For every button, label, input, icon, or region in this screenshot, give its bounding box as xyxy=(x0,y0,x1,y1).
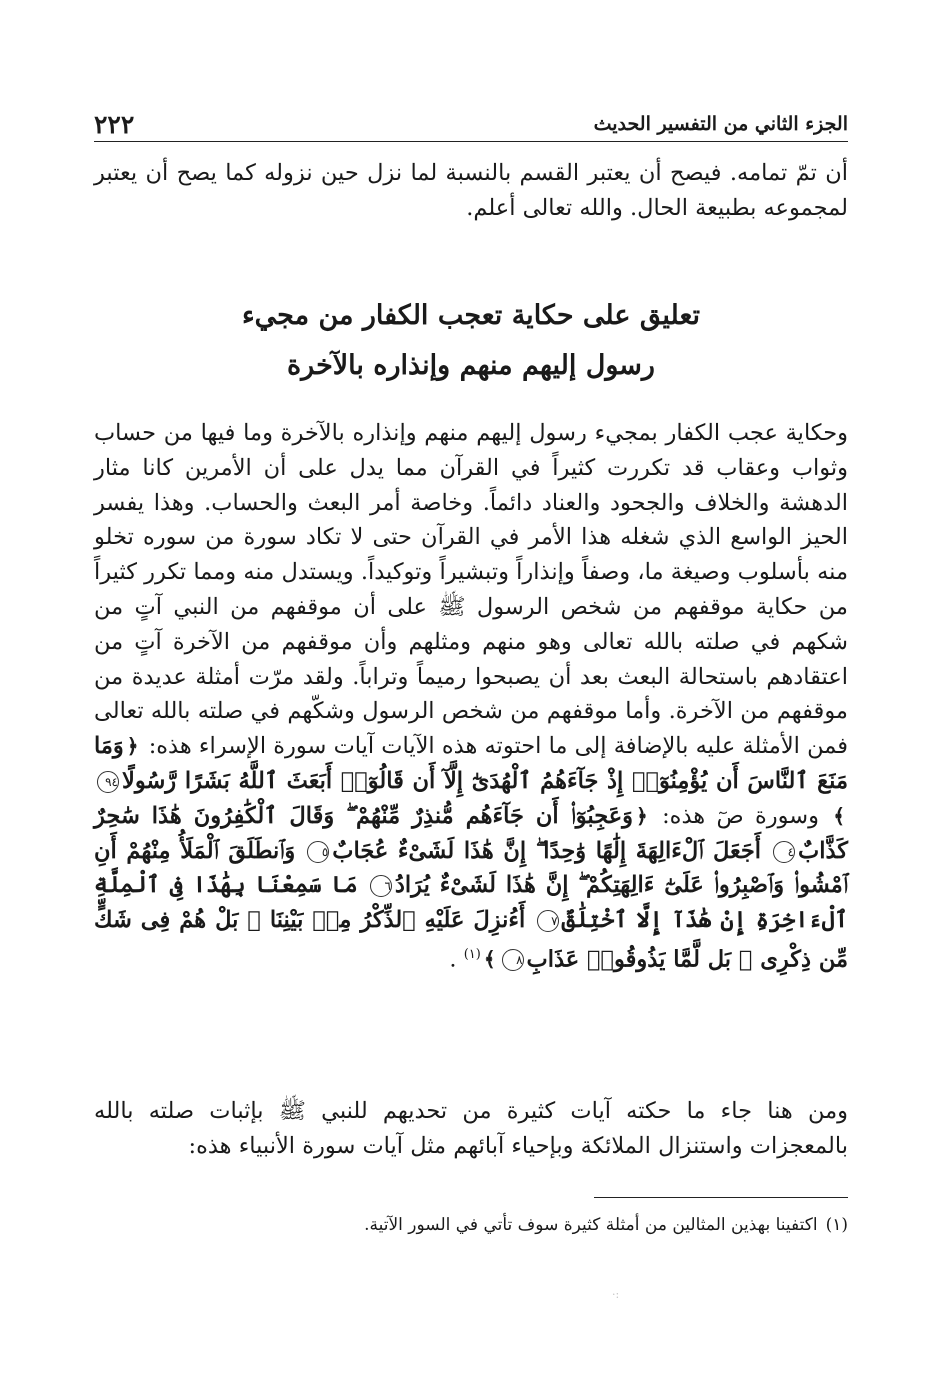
quran-verse: وَعَجِبُوٓا۟ أَن جَآءَهُم مُّنذِرٌ مِّنْهُمْ ۖ وَقَالَ ٱلْكَٰفِرُونَ هَٰذَا سَٰحِرٌ كَذَّابٌ xyxy=(94,802,848,864)
main-paragraph-text: وحكاية عجب الكفار بمجيء رسول إليهم منهم وإنذاره بالآخرة وما فيها من حساب وثواب وعقاب قد تكررت كثيراً في القرآن مما يدل على أن الأمرين كانا مثار الدهشة والخلاف والجحود والعناد دائماً. وخاصة أمر البعث والحساب. وهذا يفسر الحيز الواسع الذي شغله هذا الأمر في القرآن حتى لا تكاد سورة من سوره تخلو منه بأسلوب وصيغة ما، وصفاً وإنذاراً وتبشيراً وتوكيداً. ويستدل منه ومما تكرر كثيراً من حكاية موقفهم من شخص الرسول ﷺ على أن موقفهم من النبي آتٍ من شكهم في صلته بالله تعالى وهو منهم ومثلهم وأن موقفهم من الآخرة آتٍ من اعتقادهم باستحالة البعث بعد أن يصبحوا رميماً وتراباً. ولقد مرّت أمثلة عديدة من موقفهم من الآخرة. وأما موقفهم من شخص الرسول وشكّهم في صلته بالله تعالى فمن الأمثلة عليه بالإضافة إلى ما احتوته هذه الآيات آيات سورة الإسراء هذه: xyxy=(94,420,849,760)
quran-ornament-open: ﴿ xyxy=(126,734,139,759)
footnote-marker: (١) xyxy=(825,1215,848,1235)
ayah-number-marker: ٦ xyxy=(370,875,392,897)
section-heading-line-1: تعليق على حكاية تعجب الكفار من مجيء xyxy=(241,300,701,331)
footnote-text: اكتفينا بهذين المثالين من أمثلة كثيرة سوف تأتي في السور الآتية. xyxy=(364,1215,818,1235)
page-number: ٢٢٢ xyxy=(94,109,135,139)
quran-verse: أَجَعَلَ ٱلْءَالِهَةَ إِلَٰهًا وَٰحِدًا ۖ إِنَّ هَٰذَا لَشَىْءٌ عُجَابٌ xyxy=(332,837,762,864)
ayah-number-marker: ٨ xyxy=(502,949,524,971)
scan-speck: ·: xyxy=(612,1288,620,1301)
quran-ornament-close: ﴾ xyxy=(833,803,846,828)
quran-verse: أَءُنزِلَ عَلَيْهِ ٱلذِّكْرُ مِنۢ بَيْنِنَا ۚ بَلْ هُمْ فِى شَكٍّ مِّن ذِكْرِى ۖ بَل لَّمَّا يَذُوقُوا۟ عَذَابِ xyxy=(94,907,848,973)
quran-ornament-open: ﴿ xyxy=(636,803,648,828)
header-rule xyxy=(94,141,848,142)
ayah-number-marker: ٧ xyxy=(537,910,559,932)
page-header xyxy=(94,108,848,140)
running-title: الجزء الثاني من التفسير الحديث xyxy=(593,113,848,135)
opening-paragraph: أن تمّ تمامه. فيصح أن يعتبر القسم بالنسبة لما نزل حين نزوله كما يصح أن يعتبر لمجموعه بطبيعة الحال. والله تعالى أعلم. xyxy=(94,160,848,221)
footnote-rule xyxy=(594,1197,848,1198)
footnote-reference: (١) xyxy=(463,946,481,962)
ayah-number-marker: ٤ xyxy=(773,841,795,863)
quran-verse: وَمَا مَنَعَ ٱلنَّاسَ أَن يُؤْمِنُوٓا۟ إِذْ جَآءَهُمُ ٱلْهُدَىٰٓ إِلَّآ أَن قَالُوٓا۟ أَبَعَثَ ٱللَّهُ بَشَرًا رَّسُولًا xyxy=(94,733,848,794)
closing-paragraph: ومن هنا جاء ما حكته آيات كثيرة من تحديهم للنبي ﷺ بإثبات صلته بالله بالمعجزات واستنزال الملائكة وبإحياء آبائهم مثل آيات سورة الأنبياء هذه: xyxy=(94,1098,848,1159)
section-heading-line-2: رسول إليهم منهم وإنذاره بالآخرة xyxy=(287,350,655,381)
quran-verse: مَا سَمِعْنَا بِهَٰذَا فِى ٱلْمِلَّةِ ٱلْءَاخِرَةِ إِنْ هَٰذَآ إِلَّا ٱخْتِلَٰقٌ xyxy=(94,872,849,934)
footnote xyxy=(94,1212,848,1238)
quran-verse: وَٱنطَلَقَ ٱلْمَلَأُ مِنْهُمْ أَنِ ٱمْشُوا۟ وَٱصْبِرُوا۟ عَلَىٰٓ ءَالِهَتِكُمْ ۖ إِنَّ هَٰذَا لَشَىْءٌ يُرَادُ xyxy=(94,837,848,899)
quran-ornament-close: ﴾ xyxy=(483,947,496,972)
ayah-number-marker: ٥ xyxy=(307,841,329,863)
ayah-number-marker: ٩٤ xyxy=(97,771,119,793)
connector-text: وسورة صٓ هذه: xyxy=(662,802,819,829)
main-paragraph: وحكاية عجب الكفار بمجيء رسول إليهم منهم وإنذاره بالآخرة وما فيها من حساب وثواب وعقاب قد تكررت كثيراً في القرآن مما يدل على أن الأمرين كانا مثار الدهشة والخلاف والجحود والعناد دائماً. وخاصة أمر البعث والحساب. وهذا يفسر الحيز الواسع الذي شغله هذا الأمر في القرآن حتى لا تكاد سورة من سوره تخلو منه بأسلوب وصيغة ما، وصفاً وإنذاراً وتبشيراً وتوكيداً. ويستدل منه ومما تكرر كثيراً من حكاية موقفهم من شخص الرسول ﷺ على أن موقفهم من النبي آتٍ من شكهم في صلته بالله تعالى وهو منهم ومثلهم وأن موقفهم من الآخرة آتٍ من اعتقادهم باستحالة البعث بعد أن يصبحوا رميماً وتراباً. ولقد مرّت أمثلة عديدة من موقفهم من الآخرة. وأما موقفهم من شخص الرسول وشكّهم في صلته بالله تعالى فمن الأمثلة عليه بالإضافة إلى ما احتوته هذه الآيات آيات سورة الإسراء هذه: ﴿وَمَا مَنَعَ ٱلنَّاسَ أَن يُؤْمِنُوٓا۟ إِذْ جَآءَهُمُ ٱلْهُدَىٰٓ إِلَّآ أَن قَالُوٓا۟ أَبَعَثَ ٱللَّهُ بَشَرًا رَّسُولًا٩٤﴾ وسورة صٓ هذه: ﴿وَعَجِبُوٓا۟ أَن جَآءَهُم مُّنذِرٌ مِّنْهُمْ ۖ وَقَالَ ٱلْكَٰفِرُونَ هَٰذَا سَٰحِرٌ كَذَّابٌ٤ أَجَعَلَ ٱلْءَالِهَةَ إِلَٰهًا وَٰحِدًا ۖ إِنَّ هَٰذَا لَشَىْءٌ عُجَابٌ٥ وَٱنطَلَقَ ٱلْمَلَأُ مِنْهُمْ أَنِ ٱمْشُوا۟ وَٱصْبِرُوا۟ عَلَىٰٓ ءَالِهَتِكُمْ ۖ إِنَّ هَٰذَا لَشَىْءٌ يُرَادُ٦ مَا سَمِعْنَا بِهَٰذَا فِى ٱلْمِلَّةِ ٱلْءَاخِرَةِ إِنْ هَٰذَآ إِلَّا ٱخْتِلَٰقٌ٧ أَءُنزِلَ عَلَيْهِ ٱلذِّكْرُ مِنۢ بَيْنِنَا ۚ بَلْ هُمْ فِى شَكٍّ مِّن ذِكْرِى ۖ بَل لَّمَّا يَذُوقُوا۟ عَذَابِ٨﴾$^{(١)}$ . xyxy=(94,420,849,973)
